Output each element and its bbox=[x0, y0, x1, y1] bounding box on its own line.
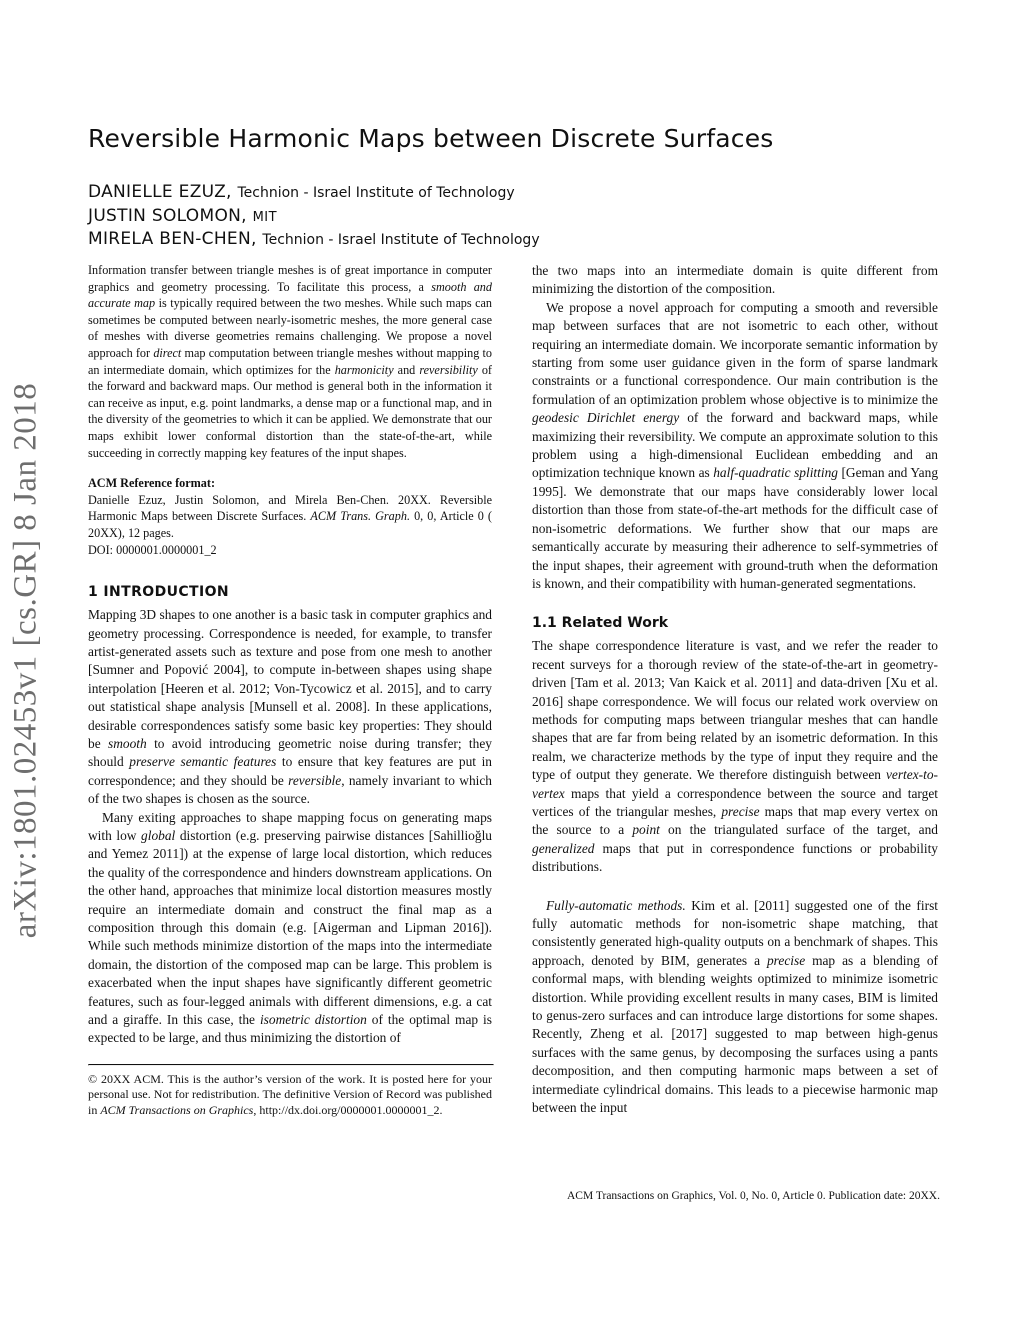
right-column bbox=[532, 262, 938, 1117]
author-line-3 bbox=[88, 229, 788, 249]
related-work-paragraph-2: Fully-automatic methods. Kim et al. [2011] suggested one of the first fully automatic methods for non-isometric shape matching, that consistently generated high-quality outputs on a benchmark of shapes. This approach, denoted by BIM, generates a precise map as a blending of conformal maps, with blending weights optimized to minimize isometric distortion. While providing excellent results in many cases, BIM is limited to genus-zero surfaces and can introduce large distortions for some shapes. Recently, Zheng et al. [2017] suggested to map between high-genus surfaces with the same genus, by decomposing the surfaces using a pants decomposition, and then computing harmonic maps between a set of intermediate cylindrical domains. This leads to a piecewise harmonic map between the input bbox=[532, 897, 939, 1116]
intro-paragraph-2: Many exiting approaches to shape mapping focus on generating maps with low global distortion (e.g. preserving pairwise distances [Sahillioğlu and Yemez 2011]) at the expense of large local distortion, which reduces the quality of the correspondence and hinders downstream applications. On the other hand, approaches that minimize local distortion measures mostly require an intermediate domain and construct the final map as a composition through this domain (e.g. [Aigerman and Lipman 2016]). While such methods minimize distortion of the maps into the intermediate domain, the distortion of the composed map can be large. This problem is exacerbated when the input shapes have significantly different geometric features, such as four-legged animals with different dimensions, e.g. a cat and a giraffe. In this case, the isometric distortion of the optimal map is expected to be large, and thus minimizing the distortion of bbox=[88, 809, 492, 1046]
intro-paragraph-1: Mapping 3D shapes to one another is a basic task in computer graphics and geometry processing. Correspondence is needed, for example, to transfer artist-generated assets such as texture and pose from one mesh to another [Sumner and Popović 2004], to compute in-between shapes using shape interpolation [Heeren et al. 2012; Von-Tycowicz et al. 2015], and to carry out statistical shape analysis [Munsell et al. 2008]. In these applications, desirable correspondences satisfy some basic key properties: They should be smooth to avoid introducing geometric noise during transfer; they should preserve semantic features to ensure that key features are put in correspondence; and they should be reversible, namely invariant to which of the two shapes is chosen as the source. bbox=[88, 607, 493, 807]
author-line-2 bbox=[88, 206, 788, 226]
page-footer: ACM Transactions on Graphics, Vol. 0, No. 0, Article 0. Publication date: 20XX. bbox=[567, 1190, 940, 1202]
author-affiliation: Technion - Israel Institute of Technology bbox=[262, 232, 540, 248]
author-name: MIRELA BEN-CHEN, bbox=[88, 229, 257, 249]
subsection-heading-related-work: 1.1 Related Work bbox=[532, 615, 669, 632]
arxiv-identifier-text: arXiv:1801.02453v1 [cs.GR] 8 Jan 2018 bbox=[7, 382, 44, 938]
doi-text: DOI: 0000001.0000001_2 bbox=[88, 542, 217, 557]
author-name: DANIELLE EZUZ, bbox=[88, 182, 232, 202]
paper-title: Reversible Harmonic Maps between Discrete Surfaces bbox=[88, 124, 774, 153]
left-column bbox=[88, 262, 492, 1118]
author-name: JUSTIN SOLOMON, bbox=[88, 206, 247, 226]
paragraph-title: Fully-automatic methods. bbox=[546, 897, 686, 913]
intro-paragraph-4: We propose a novel approach for computing a smooth and reversible map between surfaces that are not isometric to each other, without requiring an intermediate domain. We incorporate semantic information by starting from some user guidance given in the form of sparse landmark constraints or a functional correspondence. Our main contribution is the formulation of an optimization problem whose objective is to minimize the geodesic Dirichlet energy of the forward and backward maps, while maximizing their reversibility. We compute an approximate solution to this problem using a high-dimensional Euclidean embedding and an optimization technique known as half-quadratic splitting [Geman and Yang 1995]. We demonstrate that our maps have considerably lower local distortion than those from state-of-the-art methods for the difficult case of non-isometric deformations. We further show that our maps are semantically accurate by measuring their adherence to self-symmetries of the input shapes, their agreement with ground-truth when the deformation is known, and their compatibility with human-generated segmentations. bbox=[532, 299, 939, 591]
intro-paragraph-3: the two maps into an intermediate domain is quite different from minimizing the distortion of the composition. bbox=[532, 263, 938, 297]
abstract: Information transfer between triangle meshes is of great importance in computer graphics and geometry processing. To facilitate this process, a smooth and accurate map is typically required between the two meshes. While such maps can sometimes be computed between nearly-isometric meshes, the more general case of meshes with diverse geometries remains challenging. We propose a novel approach for direct map computation between triangle meshes without mapping to an intermediate domain, which optimizes for the harmonicity and reversibility of the forward and backward maps. Our method is general both in the information it can receive as input, e.g. point landmarks, a dense map or a functional map, and in the diversity of the geometries to which it can be applied. We demonstrate that our maps exhibit lower conformal distortion than the state-of-the-art, while succeeding in correctly mapping key features of the input shapes. bbox=[88, 263, 493, 460]
acm-reference-text: Danielle Ezuz, Justin Solomon, and Mirela Ben-Chen. 20XX. Reversible Harmonic Maps between Discrete Surfaces. ACM Trans. Graph. 0, 0, Article 0 ( 20XX), 12 pages. bbox=[88, 492, 492, 540]
related-work-paragraph-1: The shape correspondence literature is vast, and we refer the reader to recent surveys for a thorough review of the state-of-the-art in geometry-driven [Tam et al. 2013; Van Kaick et al. 2011] and data-driven [Xu et al. 2016] shape correspondence. We will focus our related work overview on methods for computing maps between triangular meshes that can handle shapes that are far from being related by an isometric deformation. In this realm, we characterize methods by the type of input they require and the type of output they generate. We therefore distinguish between vertex-to-vertex maps that yield a correspondence between the source and target vertices of the triangular meshes, precise maps that map every vertex on the source to a point on the triangulated surface of the target, and generalized maps that put in correspondence functions or probability distributions. bbox=[532, 638, 939, 875]
section-heading-introduction: 1 INTRODUCTION bbox=[88, 584, 230, 601]
author-affiliation: Technion - Israel Institute of Technology bbox=[237, 185, 515, 201]
author-affiliation: MIT bbox=[252, 210, 278, 225]
author-line-1 bbox=[88, 182, 788, 202]
arxiv-identifier-stamp bbox=[4, 370, 48, 950]
copyright-footnote: © 20XX ACM. This is the author’s version of the work. It is posted here for your personal use. Not for redistribution. The definitive Version of Record was published in ACM Transactions on Graphics, http://dx.doi.org/0000001.0000001_2. bbox=[88, 1071, 492, 1117]
acm-reference-heading: ACM Reference format: bbox=[88, 476, 215, 491]
